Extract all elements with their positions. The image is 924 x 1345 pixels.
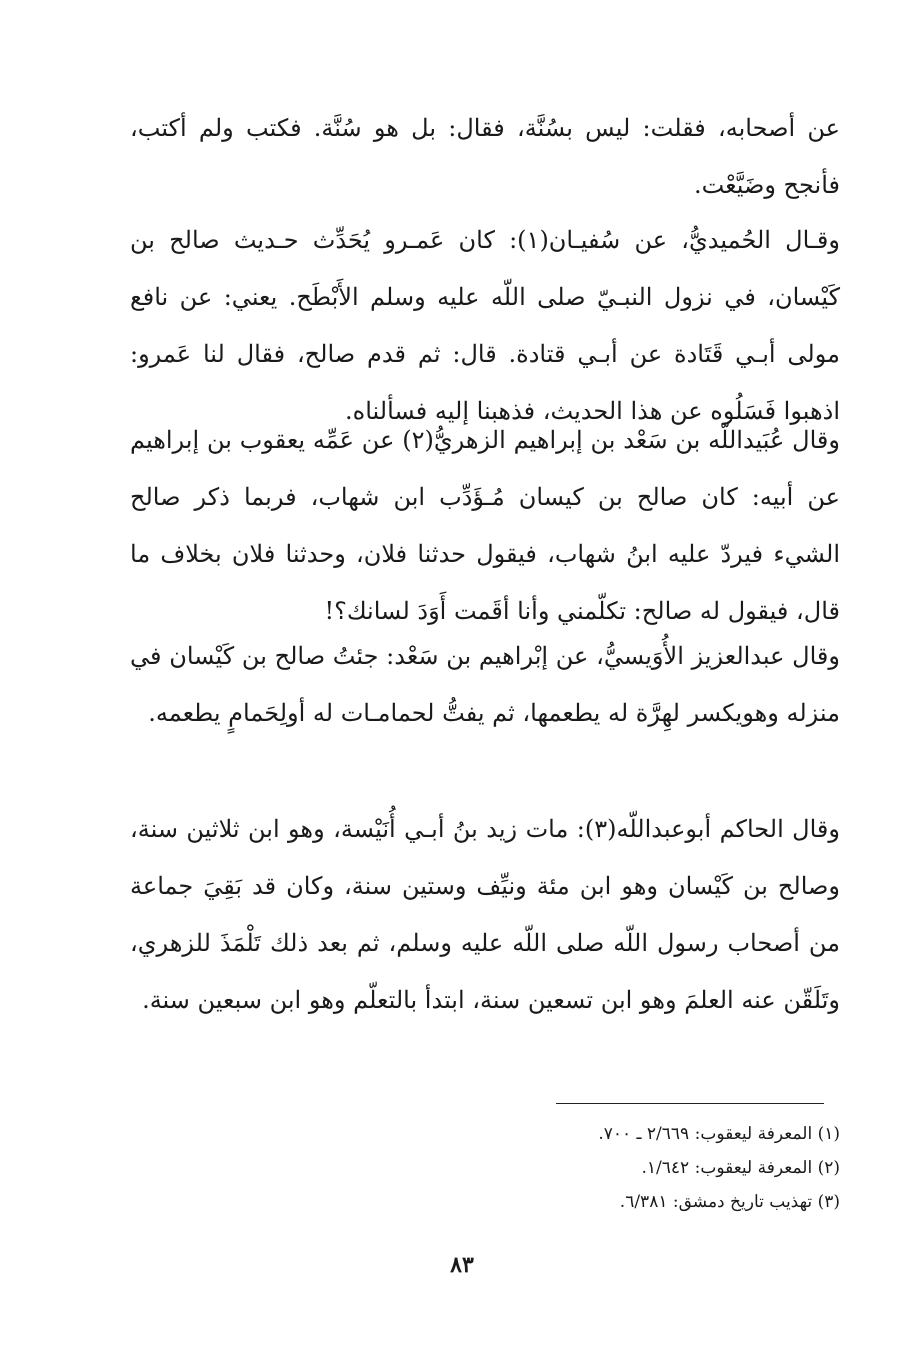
footnote-3: (٣) تهذيب تاريخ دمشق: ٦/٣٨١. (619, 1192, 840, 1212)
footnote-2: (٢) المعرفة ليعقوب: ١/٦٤٢. (641, 1158, 840, 1178)
paragraph-5: وقال الحاكم أبوعبداللّه(٣): مات زيد بنُ أبـي أُنَيْسة، وهو ابن ثلاثين سنة، وصالح بن كَيْسان وهو ابن مئة ونيِّف وستين سنة، وكان قد بَقِيَ جماعة من أصحاب رسول اللّه صلى اللّه عليه وسلم، ثم بعد ذلك تَلْمَذَ للزهري، وتَلَقّن عنه العلمَ وهو ابن تسعين سنة، ابتدأ بالتعلّم وهو ابن سبعين سنة. (130, 815, 840, 1014)
paragraph-3: وقال عُبَيداللّه بن سَعْد بن إبراهيم الزهريُّ(٢) عن عَمِّه يعقوب بن إبراهيم عن أبيه: كان صالح بن كيسان مُـؤَدِّب ابن شهاب، فربما ذكر صالح الشيء فيردّ عليه ابنُ شهاب، فيقول حدثنا فلان، وحدثنا فلان بخلاف ما قال، فيقول له صالح: تكلّمني وأنا أقَمت أَوَدَ لسانك؟! (130, 426, 840, 625)
footnote-1: (١) المعرفة ليعقوب: ٢/٦٦٩ ـ ٧٠٠. (598, 1124, 840, 1144)
paragraph-4: وقال عبدالعزيز الأُوَيسيُّ، عن إبْراهيم بن سَعْد: جئتُ صالح بن كَيْسان في منزله وهويكسر لهِرَّة له يطعمها، ثم يفتُّ لحمامـات له أولِحَمامٍ يطعمه. (130, 642, 840, 727)
page-number: ٨٣ (450, 1252, 474, 1278)
paragraph-1: عن أصحابه، فقلت: ليس بسُنَّة، فقال: بل هو سُنَّة. فكتب ولم أكتب، فأنجح وضَيَّعْت. (130, 114, 840, 199)
footnote-separator (556, 1103, 824, 1104)
footnotes (400, 1117, 840, 1219)
paragraph-2: وقـال الحُميديُّ، عن سُفيـان(١): كان عَمـرو يُحَدِّث حـديث صالح بن كَيْسان، في نزول النبـيّ صلى اللّه عليه وسلم الأَبْطَح. يعني: عن نافع مولى أبـي قَتَادة عن أبـي قتادة. قال: ثم قدم صالح، فقال لنا عَمرو: اذهبوا فَسَلُوه عن هذا الحديث، فذهبنا إليه فسألناه. (130, 226, 840, 425)
